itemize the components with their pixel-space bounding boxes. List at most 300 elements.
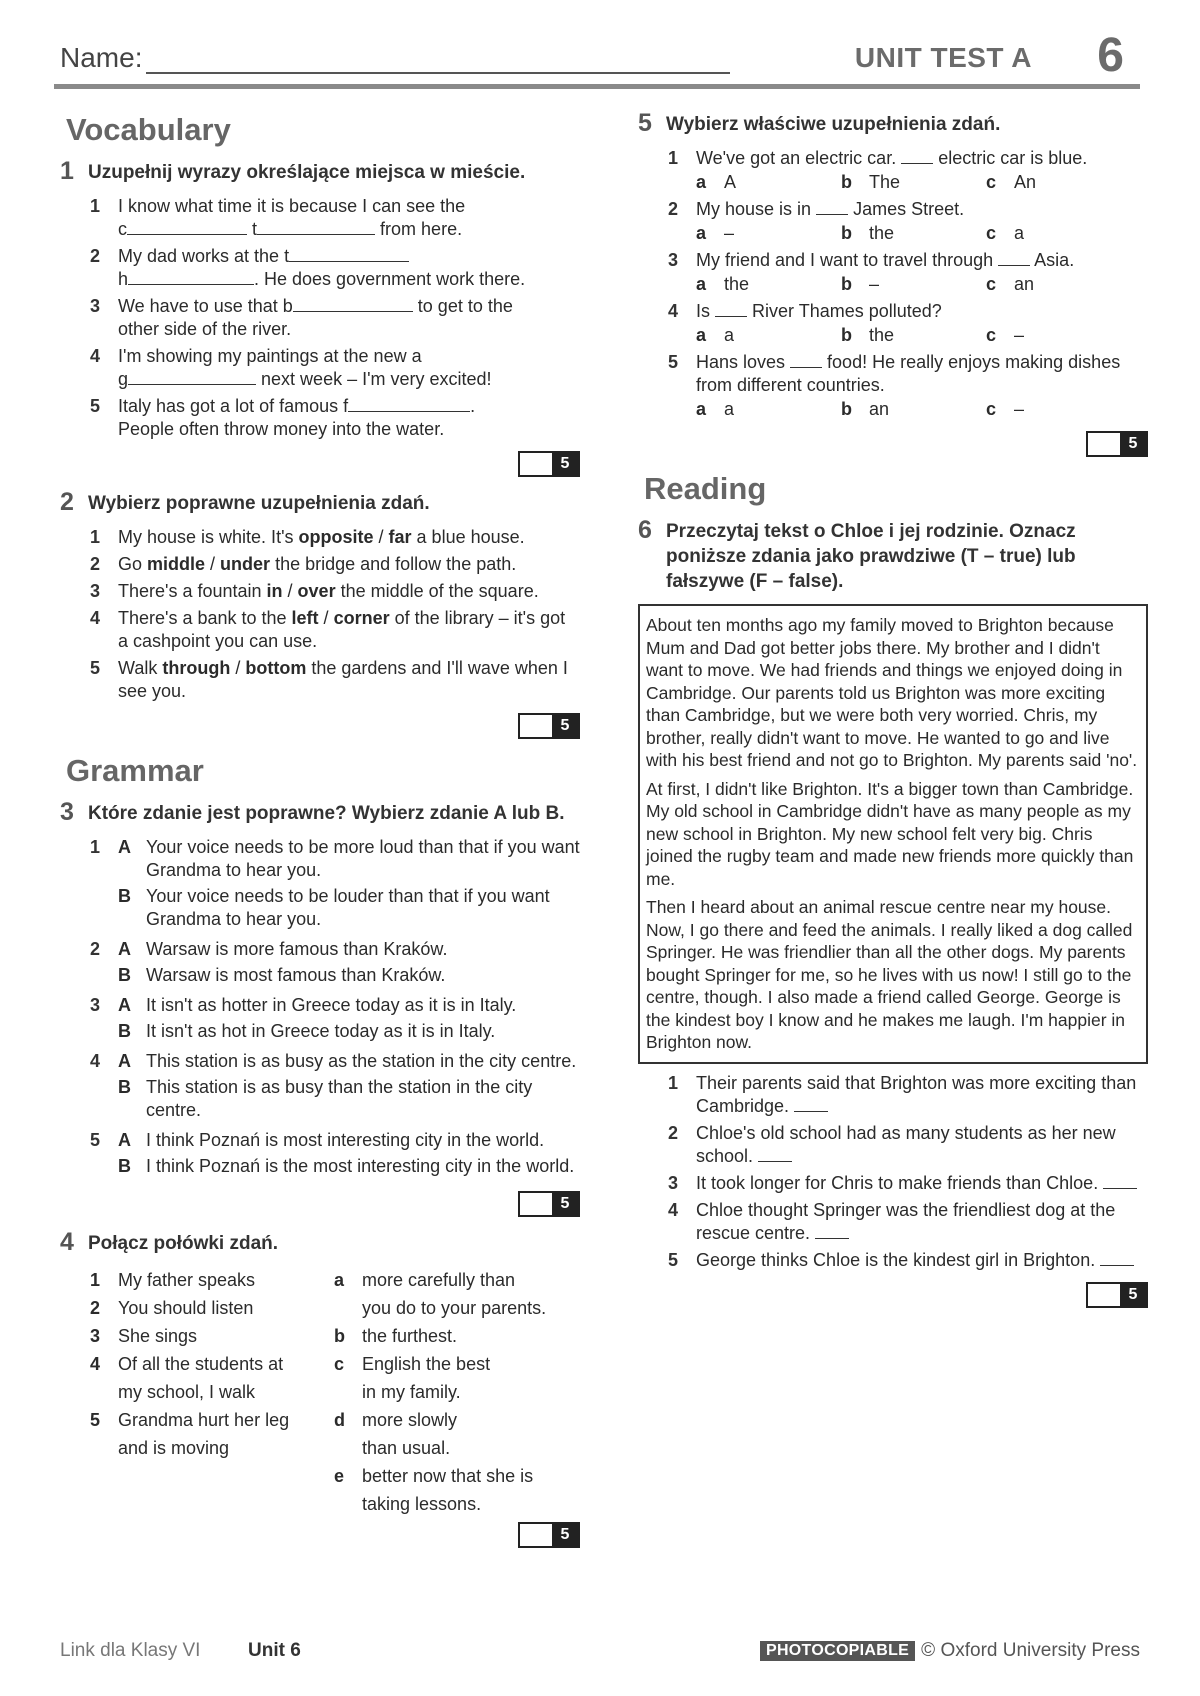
option-text: It isn't as hot in Greece today as it is in Italy. — [146, 1021, 496, 1041]
choice-separator: / — [318, 608, 334, 628]
item-number: 4 — [90, 608, 101, 628]
footer-copyright — [760, 1640, 1140, 1662]
item-text — [118, 657, 580, 703]
option-text: the — [869, 223, 895, 243]
answer-option[interactable] — [841, 272, 986, 296]
item-text — [696, 1122, 1148, 1168]
answer-blank[interactable] — [815, 1238, 849, 1239]
name-field-line[interactable] — [146, 72, 730, 74]
item-text-part: River Thames polluted? — [747, 301, 942, 321]
list-item — [668, 1199, 1148, 1245]
answer-option[interactable] — [696, 323, 841, 347]
answer-blank[interactable] — [1103, 1188, 1137, 1189]
answer-blank[interactable] — [790, 367, 822, 368]
list-item — [668, 147, 1148, 170]
item-text — [118, 526, 580, 549]
item-text-part: Go — [118, 554, 148, 574]
option-a[interactable] — [118, 1129, 580, 1181]
item-text — [696, 249, 1148, 272]
answer-option[interactable] — [986, 272, 1131, 296]
item-text-part: the bridge and follow the path. — [270, 554, 517, 574]
item-text-line: than usual. — [362, 1438, 451, 1458]
exercise-instruction: Wybierz poprawne uzupełnienia zdań. — [88, 493, 430, 514]
answer-blank[interactable] — [128, 384, 256, 385]
list-item — [90, 657, 580, 703]
answer-blank[interactable] — [816, 214, 848, 215]
list-item — [90, 836, 580, 934]
list-item — [668, 1249, 1148, 1272]
option-letter: b — [841, 274, 852, 294]
answer-blank[interactable] — [348, 411, 470, 412]
score-max: 5 — [552, 1193, 578, 1215]
item-number: 1 — [90, 196, 101, 216]
item-text-part: t — [252, 219, 258, 239]
exercise-1-items — [90, 195, 580, 441]
option-letter: B — [118, 1077, 131, 1097]
item-letter: e — [334, 1466, 345, 1486]
option-text: – — [1014, 399, 1025, 419]
option-letter: a — [696, 223, 707, 243]
choice-separator: / — [205, 554, 221, 574]
item-text-part: Is — [696, 301, 716, 321]
item-text — [362, 1322, 457, 1350]
item-text-line: You should listen — [118, 1298, 254, 1318]
match-right-item[interactable] — [334, 1322, 580, 1350]
choice-option[interactable]: middle — [147, 554, 206, 574]
list-item — [668, 1122, 1148, 1168]
item-text-part: People often throw money into the water. — [118, 419, 445, 439]
exercise-1-header — [60, 157, 580, 185]
choice-option[interactable]: far — [388, 527, 412, 547]
item-letter: a — [334, 1270, 345, 1290]
item-letter: c — [334, 1354, 345, 1374]
right-column — [638, 109, 1148, 1322]
item-text-line: Grandma hurt her leg — [118, 1410, 290, 1430]
match-right-item[interactable] — [334, 1406, 580, 1462]
score-input[interactable] — [520, 453, 552, 475]
exercise-instruction: Uzupełnij wyrazy określające miejsca w mieście. — [88, 162, 526, 183]
answer-blank[interactable] — [715, 316, 747, 317]
item-text-line: She sings — [118, 1326, 198, 1346]
answer-blank[interactable] — [901, 163, 933, 164]
score-input[interactable] — [520, 715, 552, 737]
answer-option[interactable] — [696, 221, 841, 245]
option-row — [118, 994, 580, 1017]
answer-option[interactable] — [986, 170, 1131, 194]
exercise-6-items — [668, 1072, 1148, 1272]
item-number: 1 — [90, 527, 101, 547]
name-label: Name: — [60, 42, 143, 73]
answer-option[interactable] — [986, 221, 1131, 245]
option-text: Your voice needs to be louder than that if you want Grandma to hear you. — [146, 886, 550, 929]
list-item — [90, 395, 580, 441]
option-text: I think Poznań is most interesting city in the world. — [146, 1130, 545, 1150]
exercise-number: 1 — [60, 157, 74, 185]
item-number: 5 — [90, 1410, 101, 1430]
reading-paragraph: About ten months ago my family moved to Brighton because Mum and Dad got better jobs there. My brother and I didn't want to move. We had friends and things we enjoyed doing in Cambridge. Our parents told us Brighton was more exciting than Cambridge, but we were both very worried. Chris, my brother, really didn't want to move. He wanted to go and live with his best friend and not go to Brighton. My parents said 'no'. — [646, 615, 1138, 770]
answer-options — [696, 397, 1148, 421]
item-text — [118, 345, 580, 391]
item-text-line: taking lessons. — [362, 1494, 482, 1514]
score-input[interactable] — [1088, 433, 1120, 455]
choice-option[interactable]: in — [266, 581, 283, 601]
option-text: The — [869, 172, 901, 192]
answer-options — [696, 221, 1148, 245]
item-text-part: It took longer for Chris to make friends than Chloe. — [696, 1172, 1099, 1193]
item-text — [362, 1462, 533, 1518]
exercise-4-header — [60, 1228, 580, 1256]
option-text: a — [724, 325, 735, 345]
page-header — [60, 28, 1140, 88]
option-letter: A — [118, 939, 131, 959]
item-text — [696, 351, 1148, 397]
answer-options — [696, 272, 1148, 296]
item-text-line: and is moving — [118, 1438, 230, 1458]
item-text-line: more carefully than — [362, 1270, 516, 1290]
option-row[interactable] — [118, 1076, 580, 1122]
item-text — [696, 147, 1148, 170]
option-text: Warsaw is more famous than Kraków. — [146, 939, 448, 959]
choice-option[interactable]: over — [297, 581, 336, 601]
item-number: 3 — [90, 1326, 101, 1346]
item-text — [118, 1406, 289, 1462]
photocopiable-badge: PHOTOCOPIABLE — [760, 1641, 915, 1661]
answer-option[interactable] — [696, 397, 841, 421]
list-item — [90, 1050, 580, 1125]
score-box — [60, 1522, 580, 1548]
exercise-5-header — [638, 109, 1148, 137]
option-letter: A — [118, 995, 131, 1015]
score-input[interactable] — [520, 1193, 552, 1215]
item-text-part: Hans loves — [696, 352, 791, 372]
option-row[interactable] — [118, 885, 580, 931]
option-row[interactable] — [118, 964, 580, 987]
footer-book-title: Link dla Klasy VI — [60, 1640, 201, 1661]
answer-blank[interactable] — [127, 234, 247, 235]
answer-options — [696, 170, 1148, 194]
item-text-line: you do to your parents. — [362, 1298, 547, 1318]
item-text-part: Chloe thought Springer was the friendliest dog at the rescue centre. — [696, 1199, 1116, 1243]
item-text-part: George thinks Chloe is the kindest girl in Brighton. — [696, 1249, 1096, 1270]
option-a[interactable] — [118, 1050, 580, 1125]
item-text-part: the middle of the square. — [335, 581, 539, 601]
item-text-part: electric car is blue. — [933, 148, 1088, 168]
score-input[interactable] — [1088, 1284, 1120, 1306]
option-text: a — [724, 399, 735, 419]
exercise-instruction: Połącz połówki zdań. — [88, 1233, 279, 1254]
score-input[interactable] — [520, 1524, 552, 1546]
item-number: 5 — [90, 396, 101, 416]
item-text-part: We've got an electric car. — [696, 148, 902, 168]
item-text-part: g — [118, 369, 129, 389]
option-row — [118, 1050, 580, 1073]
item-text-part: My house is in — [696, 199, 817, 219]
score-box — [60, 451, 580, 477]
item-number: 2 — [90, 246, 101, 266]
item-text-part: Their parents said that Brighton was more exciting than Cambridge. — [696, 1072, 1137, 1116]
answer-blank[interactable] — [293, 311, 413, 312]
option-letter: c — [986, 223, 997, 243]
list-item — [90, 994, 580, 1046]
unit-number: 6 — [1097, 29, 1124, 82]
option-letter: B — [118, 965, 131, 985]
option-letter: a — [696, 325, 707, 345]
item-number: 4 — [90, 346, 101, 366]
score-box — [60, 713, 580, 739]
item-letter: b — [334, 1326, 345, 1346]
score-max: 5 — [552, 453, 578, 475]
option-letter: b — [841, 325, 852, 345]
option-letter: A — [118, 837, 131, 857]
list-item — [668, 198, 1148, 221]
item-text-part: Walk — [118, 658, 163, 678]
answer-blank[interactable] — [794, 1111, 828, 1112]
option-text: – — [869, 274, 880, 294]
list-item — [90, 938, 580, 990]
item-text-line: in my family. — [362, 1382, 461, 1402]
section-title-vocabulary: Vocabulary — [66, 112, 231, 147]
reading-paragraph: At first, I didn't like Brighton. It's a bigger town than Cambridge. My old school in Cambridge didn't have as many people as my new school in Brighton. My new school felt very big. Chris joined the rugby team and made new friends more quickly than me. — [646, 778, 1134, 889]
option-letter: c — [986, 274, 997, 294]
option-text: It isn't as hotter in Greece today as it is in Italy. — [146, 995, 517, 1015]
item-text — [362, 1266, 546, 1322]
option-letter: c — [986, 172, 997, 192]
option-row — [118, 1129, 580, 1152]
item-text — [696, 300, 1148, 323]
option-letter: c — [986, 325, 997, 345]
exercise-number: 5 — [638, 109, 652, 137]
answer-blank[interactable] — [128, 284, 254, 285]
option-text: the — [724, 274, 750, 294]
item-text — [362, 1350, 490, 1406]
matching-right-column — [334, 1266, 580, 1518]
item-text-part: h — [118, 269, 129, 289]
option-letter: b — [841, 223, 852, 243]
option-letter: B — [118, 1156, 131, 1176]
choice-separator: / — [282, 581, 298, 601]
header-rule — [54, 84, 1140, 89]
item-text-part: I know what time it is because I can see the — [118, 196, 466, 216]
item-number: 2 — [668, 1122, 679, 1143]
item-text-line: more slowly — [362, 1410, 458, 1430]
item-text-part: My friend and I want to travel through — [696, 250, 999, 270]
item-text-part: My house is white. It's — [118, 527, 299, 547]
answer-option[interactable] — [841, 221, 986, 245]
option-text: An — [1014, 172, 1037, 192]
matching-exercise — [90, 1266, 580, 1518]
item-text — [118, 580, 580, 603]
answer-option[interactable] — [696, 272, 841, 296]
option-row — [118, 836, 580, 882]
option-letter: A — [118, 1130, 131, 1150]
item-text-line: my school, I walk — [118, 1382, 256, 1402]
answer-option[interactable] — [841, 323, 986, 347]
item-number: 4 — [90, 1354, 101, 1374]
list-item — [668, 351, 1148, 397]
list-item — [668, 300, 1148, 323]
answer-blank[interactable] — [998, 265, 1030, 266]
section-title-reading: Reading — [644, 471, 767, 506]
option-text: This station is as busy than the station in the city centre. — [146, 1077, 533, 1120]
match-right-item[interactable] — [334, 1462, 580, 1518]
answer-option[interactable] — [841, 170, 986, 194]
option-a[interactable] — [118, 994, 580, 1046]
item-text — [696, 1172, 1148, 1195]
item-text-part: to get to the — [417, 296, 513, 316]
item-number: 1 — [90, 837, 101, 857]
choice-option[interactable]: corner — [333, 608, 390, 628]
item-number: 1 — [668, 148, 679, 168]
exercise-3-items — [90, 836, 580, 1181]
item-text — [696, 1249, 1148, 1272]
list-item — [90, 607, 580, 653]
list-item — [90, 526, 580, 549]
item-text-part: food! He really enjoys making dishes from different countries. — [696, 352, 1121, 395]
option-text: – — [724, 223, 735, 243]
option-text: the — [869, 325, 895, 345]
item-number: 3 — [90, 296, 101, 316]
item-number: 2 — [668, 199, 679, 219]
item-text-line: My father speaks — [118, 1270, 256, 1290]
answer-option[interactable] — [986, 323, 1131, 347]
option-row[interactable] — [118, 1020, 580, 1043]
item-text-part: c — [118, 219, 127, 239]
item-number: 3 — [90, 995, 101, 1015]
exercise-5-items — [668, 147, 1148, 421]
score-max: 5 — [1120, 1284, 1146, 1306]
score-box — [638, 1282, 1148, 1308]
match-left-item — [90, 1350, 334, 1406]
item-number: 4 — [668, 301, 679, 321]
option-row[interactable] — [118, 1155, 580, 1178]
item-number: 2 — [90, 1298, 101, 1318]
item-text-part: . He does government work there. — [254, 269, 526, 289]
option-text: an — [1014, 274, 1035, 294]
choice-option[interactable]: through — [162, 658, 231, 678]
unit-test-title: UNIT TEST A — [854, 42, 1032, 73]
copyright-text: © Oxford University Press — [921, 1640, 1140, 1661]
option-letter: B — [118, 1021, 131, 1041]
choice-option[interactable]: under — [220, 554, 271, 574]
item-text-part: James Street. — [848, 199, 965, 219]
item-number: 3 — [90, 581, 101, 601]
option-a[interactable] — [118, 836, 580, 934]
item-text — [118, 607, 580, 653]
matching-left-column — [90, 1266, 334, 1518]
choice-option[interactable]: left — [291, 608, 319, 628]
exercise-3-header — [60, 798, 580, 826]
item-text-part: I'm showing my paintings at the new a — [118, 346, 422, 366]
item-text-part: from here. — [380, 219, 463, 239]
option-letter: a — [696, 274, 707, 294]
answer-blank[interactable] — [289, 261, 409, 262]
exercise-2-header — [60, 488, 580, 516]
exercise-instruction: Które zdanie jest poprawne? Wybierz zdanie A lub B. — [88, 803, 565, 824]
choice-option[interactable]: bottom — [245, 658, 307, 678]
option-text: an — [869, 399, 890, 419]
list-item — [668, 1072, 1148, 1118]
score-box — [60, 1191, 580, 1217]
option-letter: B — [118, 886, 131, 906]
item-text-part: a blue house. — [411, 527, 525, 547]
item-number: 1 — [90, 1270, 101, 1290]
list-item — [90, 580, 580, 603]
item-number: 5 — [90, 658, 101, 678]
answer-option[interactable] — [841, 397, 986, 421]
item-text — [696, 1199, 1148, 1245]
choice-separator: / — [230, 658, 246, 678]
reading-paragraph: Then I heard about an animal rescue centre near my house. Now, I go there and feed the animals. I really liked a dog called Springer. He was friendlier than all the other dogs. My parents bought Springer for me, so he lives with us now! I still go to the centre, though. I also made a friend called George. George is the kindest boy I know and he makes me laugh. I'm happier in Brighton now. — [646, 897, 1133, 1052]
answer-option[interactable] — [696, 170, 841, 194]
item-text-line: better now that she is — [362, 1466, 534, 1486]
item-text-part: We have to use that b — [118, 296, 293, 316]
answer-blank[interactable] — [1100, 1265, 1134, 1266]
option-a[interactable] — [118, 938, 580, 990]
choice-separator: / — [373, 527, 389, 547]
option-text: This station is as busy as the station in the city centre. — [146, 1051, 577, 1071]
item-text — [118, 245, 580, 291]
item-text-part: There's a bank to the — [118, 608, 292, 628]
answer-option[interactable] — [986, 397, 1131, 421]
item-text — [118, 295, 580, 341]
item-text — [118, 1266, 255, 1294]
item-text — [118, 1294, 253, 1322]
item-text-part: the gardens and I'll wave when I see you. — [118, 658, 568, 701]
item-number: 4 — [90, 1051, 101, 1071]
option-text: Your voice needs to be more loud than that if you want Grandma to hear you. — [146, 837, 580, 880]
exercise-instruction: Wybierz właściwe uzupełnienia zdań. — [666, 114, 1001, 135]
list-item — [668, 1172, 1148, 1195]
exercise-number: 3 — [60, 798, 74, 826]
option-letter: b — [841, 399, 852, 419]
match-right-item[interactable] — [334, 1266, 580, 1322]
match-left-item — [90, 1266, 334, 1294]
exercise-6-header — [638, 516, 1148, 594]
score-box — [638, 431, 1148, 457]
item-text-part: My dad works at the t — [118, 246, 290, 266]
option-text: Warsaw is most famous than Kraków. — [146, 965, 446, 985]
item-number: 5 — [90, 1130, 101, 1150]
match-right-item[interactable] — [334, 1350, 580, 1406]
answer-blank[interactable] — [257, 234, 375, 235]
list-item — [90, 1129, 580, 1181]
option-letter: a — [696, 399, 707, 419]
answer-blank[interactable] — [758, 1161, 792, 1162]
item-text-line: English the best — [362, 1354, 491, 1374]
option-row — [118, 938, 580, 961]
item-number: 5 — [668, 352, 679, 372]
option-letter: b — [841, 172, 852, 192]
item-text — [118, 195, 580, 241]
item-number: 5 — [668, 1249, 679, 1270]
item-text-line: Of all the students at — [118, 1354, 284, 1374]
item-text — [362, 1406, 457, 1462]
item-text — [696, 198, 1148, 221]
item-text-line: the furthest. — [362, 1326, 458, 1346]
item-text — [118, 553, 580, 576]
item-text-part: Italy has got a lot of famous f — [118, 396, 349, 416]
item-text — [118, 395, 580, 441]
reading-text-box — [638, 604, 1148, 1064]
choice-option[interactable]: opposite — [298, 527, 374, 547]
option-letter: c — [986, 399, 997, 419]
item-number: 1 — [668, 1072, 679, 1093]
item-letter: d — [334, 1410, 345, 1430]
footer-unit: Unit 6 — [248, 1640, 301, 1661]
item-text-part: other side of the river. — [118, 319, 292, 339]
item-text-part: . — [470, 396, 476, 416]
exercise-number: 2 — [60, 488, 74, 516]
